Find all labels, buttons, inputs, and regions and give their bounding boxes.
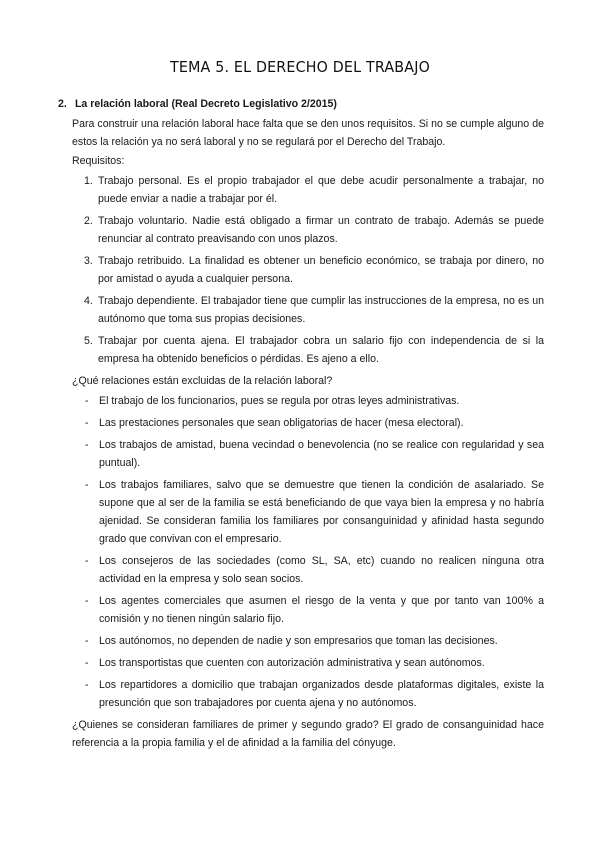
list-item [85, 592, 544, 628]
list-item [85, 414, 544, 432]
requisitos-list [58, 172, 544, 368]
list-item [85, 552, 544, 588]
list-item-text: Los autónomos, no dependen de nadie y son empresarios que toman las decisiones. [99, 635, 498, 647]
section-heading [58, 95, 544, 113]
list-item [84, 332, 544, 368]
section-heading-text: La relación laboral (Real Decreto Legislativo 2/2015) [74, 98, 337, 110]
dash-bullet: - [85, 555, 89, 567]
list-item [85, 436, 544, 472]
dash-bullet: - [85, 439, 89, 451]
requisitos-label: Requisitos: [72, 155, 125, 167]
dash-bullet: - [85, 635, 89, 647]
list-item-text: Los trabajos de amistad, buena vecindad o benevolencia (no se realice con regularidad y sea puntual). [99, 439, 544, 469]
list-item [85, 476, 544, 548]
list-item [85, 654, 544, 672]
list-item [85, 392, 544, 410]
list-item-text: Los agentes comerciales que asumen el riesgo de la venta y que por tanto van 100% a comisión y no tienen ningún salario fijo. [99, 595, 544, 625]
list-item-text: Trabajo voluntario. Nadie está obligado a firmar un contrato de trabajo. Además se puede renunciar al contrato preavisando con unos plazos. [98, 215, 544, 245]
section-number: 2. [58, 98, 67, 110]
list-item-text: Trabajo retribuido. La finalidad es obtener un beneficio económico, se trabaja por dinero, no por amistad o ayuda a cualquier persona. [98, 255, 544, 285]
list-item-text: Trabajar por cuenta ajena. El trabajador cobra un salario fijo con independencia de si la empresa ha obtenido beneficios o pérdidas. Es ajeno a ello. [98, 335, 544, 365]
exclusiones-question: ¿Qué relaciones están excluidas de la relación laboral? [72, 375, 333, 387]
list-item-text: Trabajo personal. Es el propio trabajador el que debe acudir personalmente a trabajar, no puede enviar a nadie a trabajar por él. [98, 175, 544, 205]
list-item-text: Los transportistas que cuenten con autorización administrativa y sean autónomos. [99, 657, 485, 669]
dash-bullet: - [85, 657, 89, 669]
list-item-text: El trabajo de los funcionarios, pues se regula por otras leyes administrativas. [99, 395, 460, 407]
list-number: 5. [84, 335, 93, 347]
list-number: 3. [84, 255, 93, 267]
list-number: 4. [84, 295, 93, 307]
dash-bullet: - [85, 417, 89, 429]
dash-bullet: - [85, 679, 89, 691]
list-number: 2. [84, 215, 93, 227]
dash-bullet: - [85, 395, 89, 407]
list-item-text: Los trabajos familiares, salvo que se demuestre que tienen la condición de asalariado. Se supone que al ser de la familia se está beneficiando de que vaya bien la empresa y no habría ajenidad. Se consideran familia los familiares por consanguinidad y afinidad hasta segundo grado que convivan con el empresario. [99, 479, 544, 545]
list-item [85, 632, 544, 650]
list-item [84, 292, 544, 328]
page-title: TEMA 5. EL DERECHO DEL TRABAJO [169, 58, 431, 76]
list-item-text: Las prestaciones personales que sean obligatorias de hacer (mesa electoral). [99, 417, 464, 429]
list-item [85, 676, 544, 712]
dash-bullet: - [85, 595, 89, 607]
list-item [84, 172, 544, 208]
exclusiones-list [58, 392, 544, 712]
intro-paragraph: Para construir una relación laboral hace falta que se den unos requisitos. Si no se cumple alguno de estos la relación ya no será laboral y no se regulará por el Derecho del Trabajo. [72, 118, 544, 148]
list-item-text: Los repartidores a domicilio que trabajan organizados desde plataformas digitales, existe la presunción que son trabajadores por cuenta ajena y no autónomos. [99, 679, 544, 709]
closing-paragraph: ¿Quienes se consideran familiares de primer y segundo grado? El grado de consanguinidad hace referencia a la propia familia y el de afinidad a la familia del cónyuge. [72, 719, 544, 749]
list-number: 1. [84, 175, 93, 187]
document-body [58, 95, 544, 752]
list-item [84, 212, 544, 248]
list-item [84, 252, 544, 288]
dash-bullet: - [85, 479, 89, 491]
list-item-text: Los consejeros de las sociedades (como SL, SA, etc) cuando no realicen ninguna otra actividad en la empresa y solo sean socios. [99, 555, 544, 585]
list-item-text: Trabajo dependiente. El trabajador tiene que cumplir las instrucciones de la empresa, no es un autónomo que toma sus propias decisiones. [98, 295, 544, 325]
